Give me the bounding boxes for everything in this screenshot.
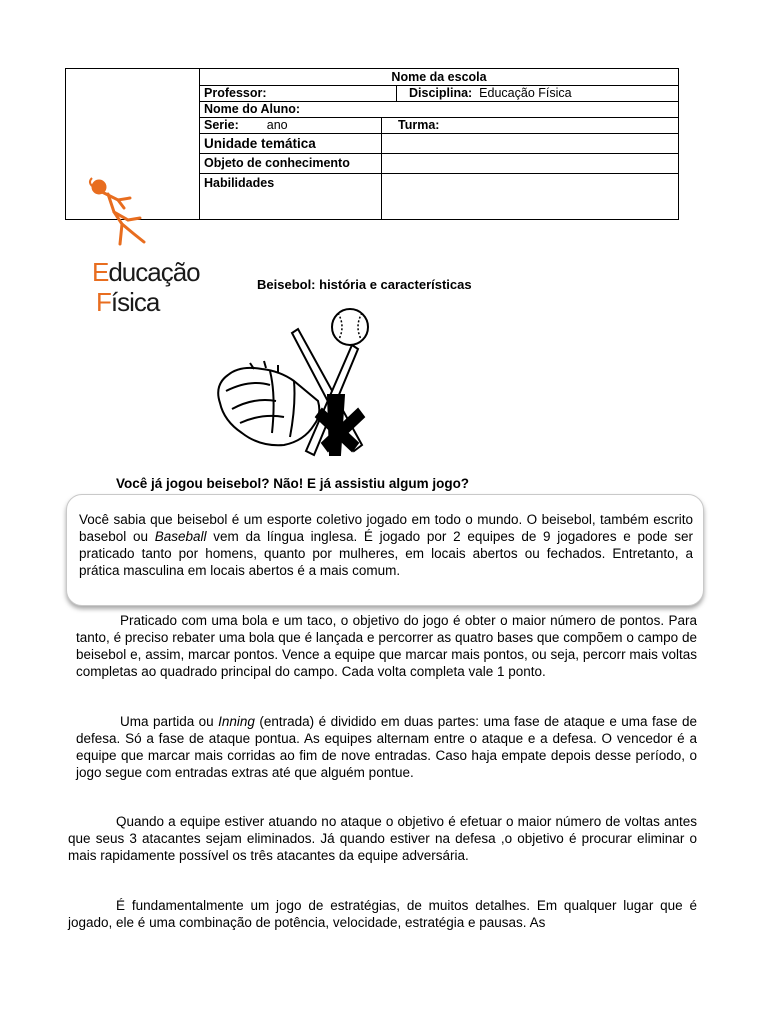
student-name-label: Nome do Aluno: bbox=[200, 102, 679, 118]
callout-text: Você sabia que beisebol é um esporte coletivo jogado em todo o mundo. O beisebol, também escrito basebol ou Baseball vem da língua inglesa. É jogado por 2 equipes de 9 jogadores e pode ser praticado tanto por homens, quanto por mulheres, em locais abertos ou fechados. Entretanto, a prática masculina em locais abertos é a mais comum. bbox=[79, 512, 693, 578]
thematic-unit-label: Unidade temática bbox=[200, 134, 382, 154]
discipline-value: Educação Física bbox=[479, 86, 572, 100]
info-callout-box bbox=[66, 494, 704, 606]
baseball-icon bbox=[332, 309, 368, 345]
thematic-unit-value bbox=[382, 134, 679, 154]
baseball-illustration bbox=[210, 305, 390, 460]
discipline-field bbox=[397, 86, 679, 102]
paragraph-1: Praticado com uma bola e um taco, o objetivo do jogo é obter o maior número de pontos. Para tanto, é preciso rebater uma bola que é lançada e percorrer as quatro bases que compõem o campo de beisebol e, assim, marcar pontos. Vence a equipe que marcar mais pontos, ou seja, percorr mais voltas completas ao quadrado principal do campo. Cada volta completa vale 1 ponto. bbox=[76, 613, 697, 679]
logo-text-line1: Educação bbox=[92, 257, 200, 287]
skills-value bbox=[382, 174, 679, 220]
professor-label: Professor: bbox=[200, 86, 397, 102]
logo-text-line2: Física bbox=[96, 287, 160, 317]
knowledge-object-label: Objeto de conhecimento bbox=[200, 154, 382, 174]
page-title: Beisebol: história e características bbox=[257, 277, 472, 292]
school-name: Nome da escola bbox=[200, 69, 679, 86]
paragraph-4: É fundamentalmente um jogo de estratégias, de muitos detalhes. Em qualquer lugar que é jogado, ele é uma combinação de potência, velocidade, estratégia e pausas. As bbox=[68, 898, 697, 930]
skills-label: Habilidades bbox=[200, 174, 382, 220]
paragraph-3: Quando a equipe estiver atuando no ataque o objetivo é efetuar o maior número de voltas antes que seus 3 atacantes sejam eliminados. Já quando estiver na defesa ,o objetivo é procurar eliminar o mais rapidamente possível os três atacantes da equipe adversária. bbox=[68, 814, 697, 863]
discipline-label: Disciplina: bbox=[409, 86, 473, 100]
series-field bbox=[200, 118, 382, 134]
knowledge-object-value bbox=[382, 154, 679, 174]
paragraph-2: Uma partida ou Inning (entrada) é dividido em duas partes: uma fase de ataque e uma fase de defesa. Só a fase de ataque pontua. As equipes alternam entre o ataque e a defesa. O vencedor é a equipe que marcar mais corridas ao fim de nove entradas. Caso haja empate depois desse período, o jogo segue com entradas extras até que alguém pontue. bbox=[76, 714, 697, 780]
baseball-glove-icon bbox=[218, 361, 319, 445]
series-label: Serie: bbox=[204, 118, 239, 132]
class-label: Turma: bbox=[382, 118, 679, 134]
series-value: ano bbox=[266, 118, 288, 132]
intro-question: Você já jogou beisebol? Não! E já assistiu algum jogo? bbox=[116, 476, 470, 491]
